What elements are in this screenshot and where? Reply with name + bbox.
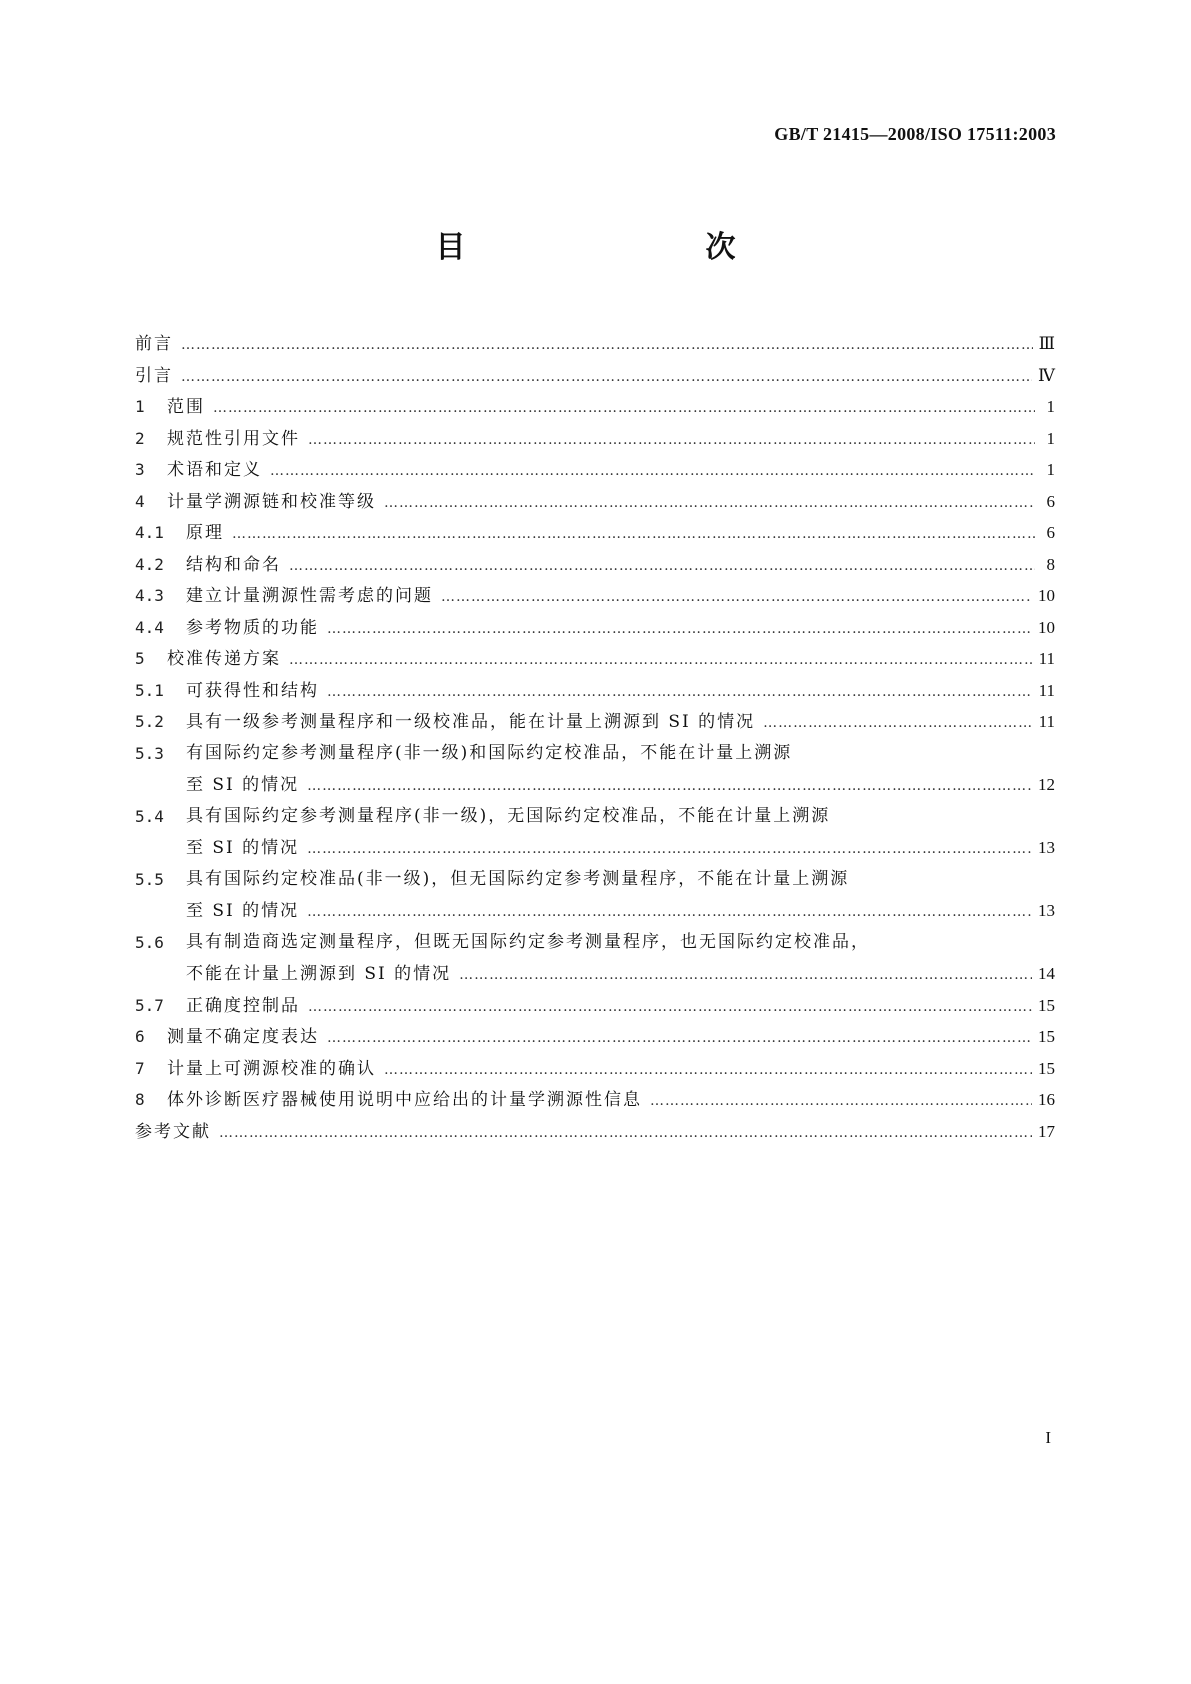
toc-entry-page: 11 — [1038, 649, 1055, 668]
toc-entry-page: 15 — [1038, 995, 1055, 1015]
toc-leader-dots — [270, 456, 1035, 488]
toc-entry-label: 规范性引用文件 — [167, 428, 300, 449]
toc-leader-dots — [232, 519, 1035, 551]
toc-entry-number: 5.5 — [135, 869, 164, 889]
toc-leader-dots — [384, 488, 1035, 520]
toc-leader-dots — [650, 1086, 1032, 1118]
toc-entry-number: 4 — [135, 491, 145, 511]
toc-entry-page: 11 — [1038, 680, 1055, 700]
toc-entry-page: 13 — [1038, 901, 1055, 920]
toc-entry[interactable] — [135, 738, 1055, 801]
toc-leader-dots — [289, 551, 1035, 583]
toc-entry-label-line1: 具有国际约定参考测量程序(非一级)，无国际约定校准品，不能在计量上溯源 — [186, 805, 831, 826]
toc-entry-page: 16 — [1038, 1090, 1055, 1109]
toc-leader-dots — [327, 614, 1032, 646]
page-number: I — [1045, 1428, 1051, 1447]
toc-entry-label: 可获得性和结构 — [186, 680, 319, 701]
toc-entry-number: 3 — [135, 460, 145, 479]
toc-leader-dots — [308, 992, 1032, 1024]
toc-entry-number: 5.2 — [135, 712, 164, 731]
toc-entry[interactable] — [135, 927, 1055, 990]
page-title: 目 次 — [435, 230, 796, 265]
toc-entry-page: 10 — [1038, 617, 1055, 637]
toc-entry[interactable] — [135, 580, 1055, 612]
toc-entry-page: Ⅲ — [1038, 334, 1055, 353]
toc-entry-number: 4.4 — [135, 617, 164, 637]
toc-entry[interactable] — [135, 486, 1055, 518]
toc-entry[interactable] — [135, 801, 1055, 864]
toc-leader-dots — [307, 771, 1032, 803]
toc-entry-label: 引言 — [135, 365, 173, 386]
toc-leader-dots — [459, 960, 1032, 992]
toc-entry-number: 8 — [135, 1090, 145, 1109]
toc-entry[interactable] — [135, 1116, 1055, 1148]
toc-entry[interactable] — [135, 360, 1055, 392]
toc-entry-page: 1 — [1046, 428, 1055, 448]
toc-entry-page: 10 — [1038, 586, 1055, 605]
toc-entry-label: 前言 — [135, 334, 173, 354]
toc-leader-dots — [307, 897, 1032, 929]
toc-leader-dots — [327, 1023, 1032, 1055]
toc-entry[interactable] — [135, 643, 1055, 675]
toc-entry-page: 15 — [1038, 1058, 1055, 1078]
toc-entry-page: 1 — [1046, 460, 1055, 479]
toc-entry[interactable] — [135, 1084, 1055, 1116]
toc-entry-number: 2 — [135, 428, 145, 448]
toc-entry-label-line1: 有国际约定参考测量程序(非一级)和国际约定校准品，不能在计量上溯源 — [186, 742, 793, 763]
toc-entry-number: 5.4 — [135, 806, 164, 826]
table-of-contents — [135, 328, 1055, 1147]
toc-entry-label: 原理 — [186, 523, 224, 543]
toc-entry-number: 4.3 — [135, 586, 164, 605]
toc-leader-dots — [289, 645, 1033, 677]
toc-entry[interactable] — [135, 517, 1055, 549]
toc-entry-page: 6 — [1046, 523, 1055, 542]
toc-entry-label: 术语和定义 — [167, 460, 262, 480]
standard-code: GB/T 21415—2008/ISO 17511:2003 — [774, 124, 1056, 144]
toc-entry[interactable] — [135, 549, 1055, 581]
toc-entry-number: 5.6 — [135, 932, 164, 952]
toc-entry-label: 计量上可溯源校准的确认 — [167, 1058, 376, 1079]
toc-entry-label: 正确度控制品 — [186, 995, 300, 1016]
toc-entry-page: 13 — [1038, 838, 1055, 857]
toc-entry[interactable] — [135, 990, 1055, 1022]
toc-entry-page: 11 — [1038, 712, 1055, 731]
toc-entry-label-line1: 具有制造商选定测量程序，但既无国际约定参考测量程序，也无国际约定校准品， — [186, 931, 870, 952]
toc-leader-dots — [181, 330, 1033, 362]
toc-entry-number: 1 — [135, 397, 145, 416]
toc-entry[interactable] — [135, 1053, 1055, 1085]
toc-entry-number: 5.7 — [135, 995, 164, 1015]
toc-entry[interactable] — [135, 1021, 1055, 1053]
toc-leader-dots — [307, 834, 1032, 866]
toc-entry[interactable] — [135, 454, 1055, 486]
toc-entry[interactable] — [135, 864, 1055, 927]
toc-entry-label: 体外诊断医疗器械使用说明中应给出的计量学溯源性信息 — [167, 1090, 642, 1110]
toc-entry-label: 参考物质的功能 — [186, 617, 319, 638]
toc-entry[interactable] — [135, 391, 1055, 423]
toc-leader-dots — [181, 362, 1032, 394]
toc-entry-label: 具有一级参考测量程序和一级校准品，能在计量上溯源到 SI 的情况 — [186, 712, 756, 732]
toc-entry[interactable] — [135, 612, 1055, 644]
toc-leader-dots — [308, 425, 1035, 457]
toc-entry-number: 7 — [135, 1058, 145, 1078]
toc-entry[interactable] — [135, 328, 1055, 360]
toc-entry-page: 15 — [1038, 1027, 1055, 1046]
toc-entry-label-line1: 具有国际约定校准品(非一级)，但无国际约定参考测量程序，不能在计量上溯源 — [186, 868, 850, 889]
toc-entry-label: 不能在计量上溯源到 SI 的情况 — [186, 964, 452, 984]
toc-entry-label: 测量不确定度表达 — [167, 1027, 319, 1047]
toc-entry-page: 6 — [1046, 491, 1055, 511]
toc-entry-label: 至 SI 的情况 — [186, 775, 300, 795]
toc-entry-label: 参考文献 — [135, 1121, 211, 1142]
toc-leader-dots — [213, 393, 1035, 425]
toc-entry-number: 5.3 — [135, 743, 164, 763]
toc-entry-label: 计量学溯源链和校准等级 — [167, 491, 376, 512]
toc-entry-page: 8 — [1046, 554, 1055, 574]
toc-entry-label: 至 SI 的情况 — [186, 901, 300, 921]
toc-entry-label: 校准传递方案 — [167, 649, 281, 669]
toc-leader-dots — [763, 708, 1032, 740]
toc-entry-number: 5 — [135, 649, 145, 668]
toc-entry-number: 4.2 — [135, 554, 164, 574]
toc-entry[interactable] — [135, 423, 1055, 455]
toc-entry-number: 5.1 — [135, 680, 164, 700]
toc-entry-number: 6 — [135, 1027, 145, 1046]
toc-entry-label: 范围 — [167, 397, 205, 417]
toc-entry-number: 4.1 — [135, 523, 164, 542]
toc-entry[interactable] — [135, 675, 1055, 707]
toc-entry-page: 17 — [1038, 1121, 1055, 1141]
toc-entry-page: 12 — [1038, 775, 1055, 794]
toc-entry-page: Ⅳ — [1038, 365, 1055, 385]
toc-entry-label: 至 SI 的情况 — [186, 838, 300, 858]
toc-entry-page: 14 — [1038, 964, 1055, 983]
toc-entry-page: 1 — [1046, 397, 1055, 416]
toc-leader-dots — [384, 1055, 1032, 1087]
toc-entry-label: 结构和命名 — [186, 554, 281, 575]
toc-entry[interactable] — [135, 706, 1055, 738]
toc-leader-dots — [219, 1118, 1032, 1150]
toc-entry-label: 建立计量溯源性需考虑的问题 — [186, 586, 433, 606]
toc-leader-dots — [441, 582, 1032, 614]
toc-leader-dots — [327, 677, 1033, 709]
